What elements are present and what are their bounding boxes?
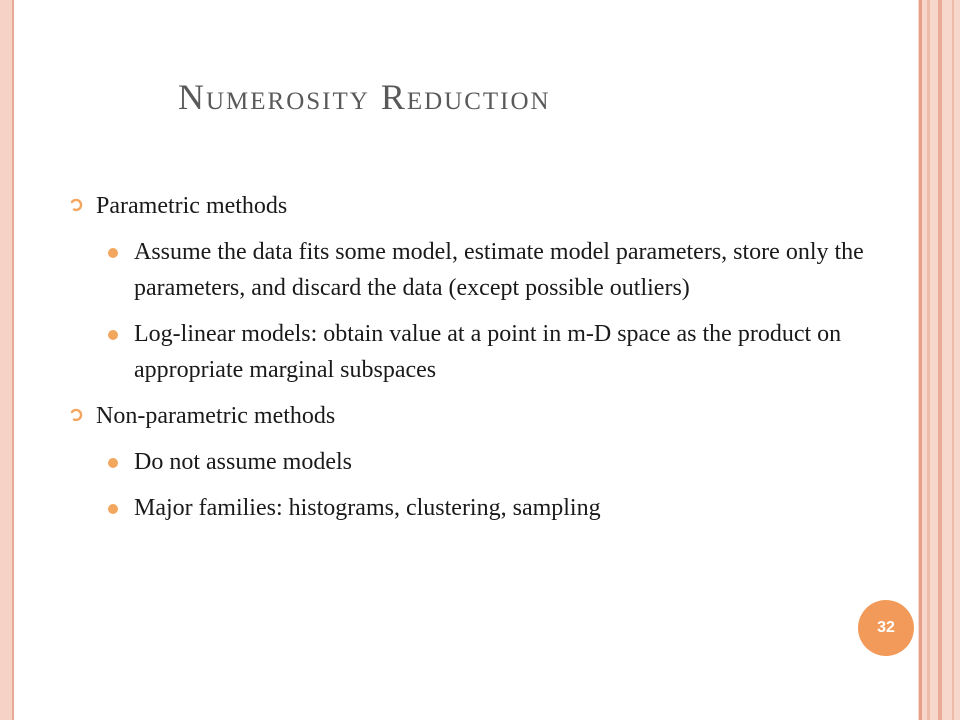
slide-content	[70, 188, 870, 536]
section-heading-label: Non-parametric methods	[96, 403, 336, 429]
list-item	[108, 316, 870, 388]
frame-stripe	[938, 0, 942, 720]
slide-title: Numerosity Reduction	[178, 77, 551, 117]
section-heading-label: Parametric methods	[96, 193, 288, 219]
dot-bullet-icon	[108, 458, 118, 468]
list-item-text: Do not assume models	[134, 449, 352, 475]
frame-stripe	[919, 0, 922, 720]
section-heading-parametric	[70, 188, 870, 224]
frame-stripe	[952, 0, 954, 720]
list-item	[108, 444, 870, 480]
right-frame-border	[918, 0, 960, 720]
hollow-bullet-icon	[70, 198, 84, 212]
page-number-badge: 32	[858, 600, 914, 656]
list-item-text: Log-linear models: obtain value at a point in m-D space as the product on appropriate marginal subspaces	[134, 321, 842, 383]
left-frame-border	[0, 0, 12, 720]
dot-bullet-icon	[108, 330, 118, 340]
list-item	[108, 490, 870, 526]
section-heading-nonparametric	[70, 398, 870, 434]
frame-stripe	[927, 0, 930, 720]
list-item	[108, 234, 870, 306]
left-frame-line	[12, 0, 14, 720]
dot-bullet-icon	[108, 248, 118, 258]
hollow-bullet-icon	[70, 408, 84, 422]
list-item-text: Major families: histograms, clustering, sampling	[134, 495, 601, 521]
list-item-text: Assume the data fits some model, estimate model parameters, store only the parameters, and discard the data (except possible outliers)	[134, 239, 864, 301]
dot-bullet-icon	[108, 504, 118, 514]
